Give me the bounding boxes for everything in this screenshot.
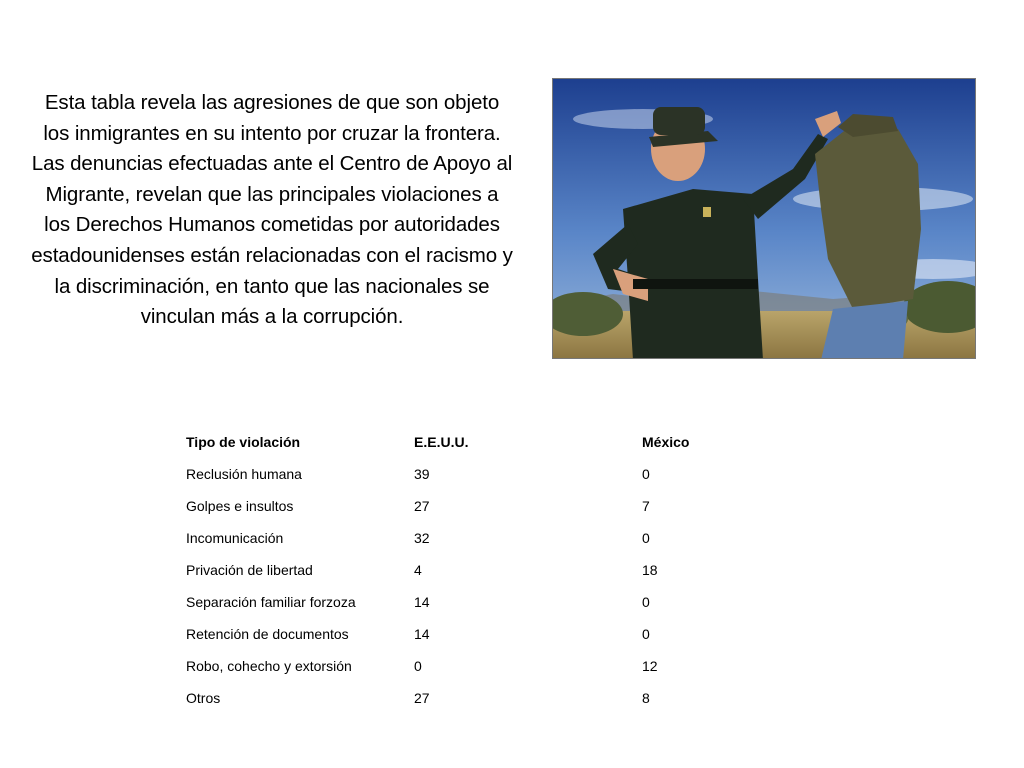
- cell-eeuu: 27: [414, 498, 430, 514]
- cell-tipo: Incomunicación: [186, 530, 284, 546]
- violations-table: [180, 426, 864, 714]
- cell-eeuu: 27: [414, 690, 430, 706]
- cell-mexico: 0: [642, 530, 650, 546]
- table-row: [180, 650, 864, 682]
- cell-tipo: Reclusión humana: [186, 466, 302, 482]
- cell-tipo: Separación familiar forzoza: [186, 594, 356, 610]
- cell-eeuu: 0: [414, 658, 422, 674]
- table-row: [180, 682, 864, 714]
- cell-mexico: 0: [642, 466, 650, 482]
- cell-tipo: Otros: [186, 690, 221, 706]
- cell-eeuu: 32: [414, 530, 430, 546]
- table-row: [180, 618, 864, 650]
- cell-mexico: 8: [642, 690, 650, 706]
- header-mexico: México: [642, 434, 690, 450]
- header-tipo: Tipo de violación: [186, 434, 301, 450]
- table-row: [180, 554, 864, 586]
- cell-eeuu: 14: [414, 626, 430, 642]
- cell-eeuu: 14: [414, 594, 430, 610]
- cell-tipo: Golpes e insultos: [186, 498, 294, 514]
- table-row: [180, 586, 864, 618]
- cell-mexico: 18: [642, 562, 658, 578]
- cell-tipo: Retención de documentos: [186, 626, 349, 642]
- cell-eeuu: 4: [414, 562, 422, 578]
- cell-mexico: 12: [642, 658, 658, 674]
- cell-mexico: 7: [642, 498, 650, 514]
- header-eeuu: E.E.U.U.: [414, 434, 469, 450]
- table-row: [180, 522, 864, 554]
- description-paragraph: Esta tabla revela las agresiones de que son objeto los inmigrantes en su intento por cruzar la frontera. Las denuncias efectuadas ante el Centro de Apoyo al Migrante, revelan que las principales violaciones a los Derechos Humanos cometidas por autoridades estadounidenses están relacionadas con el racismo y la discriminación, en tanto que las nacionales se vinculan más a la corrupción.: [31, 91, 513, 329]
- table-row: [180, 458, 864, 490]
- table-row: [180, 490, 864, 522]
- cell-mexico: 0: [642, 626, 650, 642]
- cell-eeuu: 39: [414, 466, 430, 482]
- cell-tipo: Privación de libertad: [186, 562, 313, 578]
- table-header-row: [180, 426, 864, 458]
- border-patrol-photo: [552, 78, 976, 359]
- cell-tipo: Robo, cohecho y extorsión: [186, 658, 352, 674]
- cell-mexico: 0: [642, 594, 650, 610]
